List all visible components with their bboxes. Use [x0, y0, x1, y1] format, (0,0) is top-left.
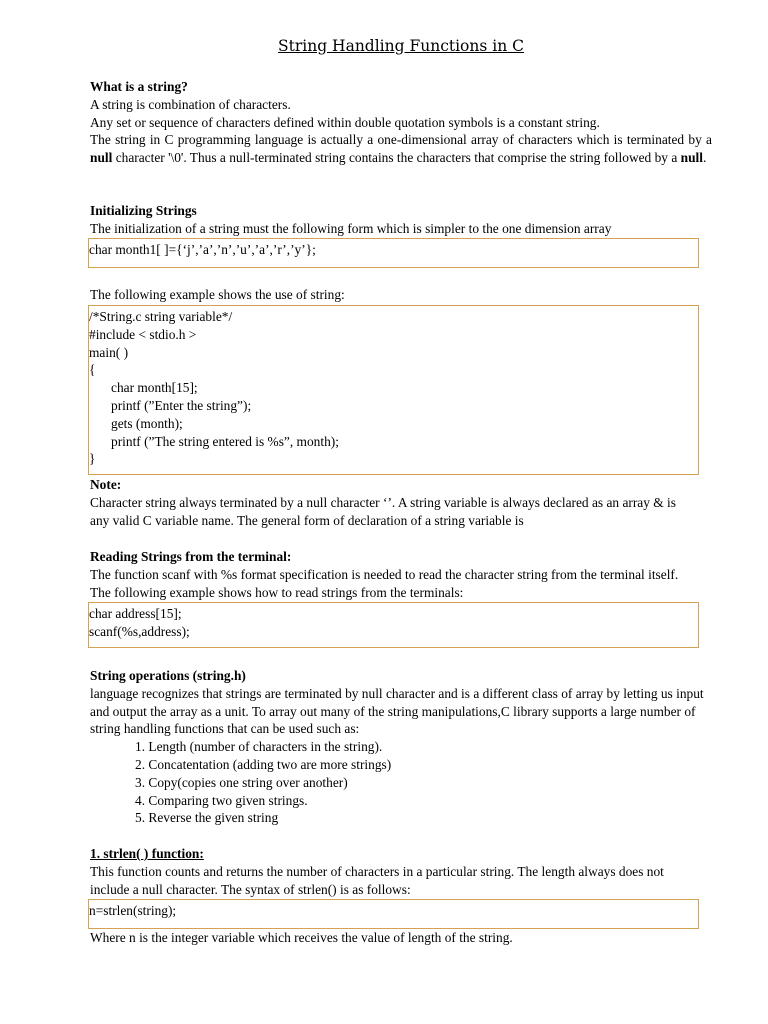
section-string-operations: [90, 667, 712, 827]
code-box-reading: [88, 602, 699, 648]
section-heading: String operations (string.h): [90, 668, 246, 683]
section-reading: [90, 548, 712, 601]
example-intro: The following example shows the use of string:: [90, 287, 345, 302]
section-heading: Reading Strings from the terminal:: [90, 549, 292, 564]
list-item: 2. Concatentation (adding two are more strings): [135, 756, 392, 772]
code-line: char month1[ ]={‘j’,’a’,’n’,’u’,’a’,’r’,’y’};: [89, 242, 316, 257]
paragraph: Any set or sequence of characters defined within double quotation symbols is a constant string.: [90, 114, 600, 130]
text-span: .: [702, 150, 707, 166]
code-line: main( ): [89, 344, 129, 360]
list-item: 3. Copy(copies one string over another): [135, 774, 348, 790]
bold-null: null: [90, 150, 113, 166]
section-initializing: [90, 202, 712, 238]
code-box-strlen: [88, 899, 699, 929]
code-line: /*String.c string variable*/: [89, 309, 233, 324]
code-line: printf (”Enter the string”);: [111, 397, 252, 413]
section-strlen: [90, 845, 712, 898]
section-heading: What is a string?: [90, 79, 188, 94]
list-item: 4. Comparing two given strings.: [135, 792, 308, 808]
paragraph: language recognizes that strings are terminated by null character and is a different class of array by letting us input and output the array as a unit. To array out many of the string manipulations,C library supports a large number of string handling functions that can be used such as:: [90, 685, 704, 737]
code-line: printf (”The string entered is %s”, month);: [111, 433, 339, 449]
code-line: {: [89, 362, 96, 378]
section-note: [90, 476, 712, 529]
text-span: The string in C programming language is actually a one-dimensional array of characters which is terminated by a: [90, 132, 712, 148]
section-heading: Note:: [90, 477, 122, 492]
code-line: }: [89, 451, 96, 467]
code-box-example: [88, 305, 699, 475]
list-item: 5. Reverse the given string: [135, 810, 279, 826]
code-line: n=strlen(string);: [89, 903, 177, 918]
code-box-init: [88, 238, 699, 268]
section-what-is-string: [90, 78, 712, 167]
paragraph: The initialization of a string must the following form which is simpler to the one dimension array: [90, 220, 612, 236]
code-line: char address[15];: [89, 606, 182, 621]
list-item: 1. Length (number of characters in the string).: [135, 739, 383, 755]
paragraph: [90, 131, 712, 167]
section-heading: Initializing Strings: [90, 203, 197, 218]
paragraph: Where n is the integer variable which receives the value of length of the string.: [90, 930, 513, 945]
code-line: gets (month);: [111, 415, 183, 431]
operations-list: [90, 738, 712, 827]
paragraph: This function counts and returns the number of characters in a particular string. The length always does not include a null character. The syntax of strlen() is as follows:: [90, 863, 664, 897]
code-line: #include < stdio.h >: [89, 326, 197, 342]
paragraph: A string is combination of characters.: [90, 96, 291, 112]
paragraph: Character string always terminated by a null character ‘’. A string variable is always declared as an array & is any valid C variable name. The general form of declaration of a string variable is: [90, 494, 676, 528]
paragraph: The function scanf with %s format specification is needed to read the character string from the terminal itself. The following example shows how to read strings from the terminals:: [90, 566, 679, 600]
section-heading: 1. strlen( ) function:: [90, 846, 204, 861]
text-span: character '\0'. Thus a null-terminated string contains the characters that comprise the string followed by a: [112, 150, 681, 166]
code-line: scanf(%s,address);: [89, 623, 190, 639]
bold-null: null: [680, 150, 703, 166]
code-line: char month[15];: [111, 380, 198, 396]
page-title: String Handling Functions in C: [278, 37, 524, 55]
